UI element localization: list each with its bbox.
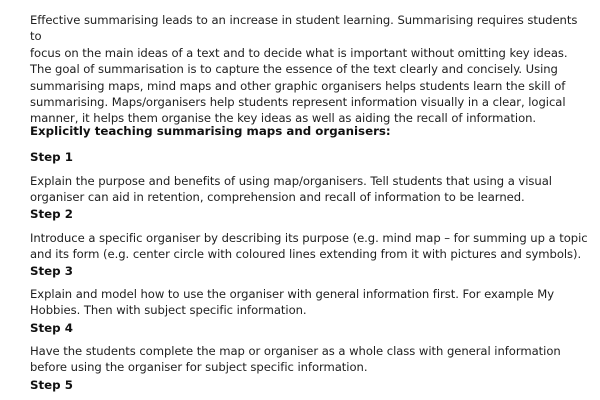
intro-line: manner, it helps them organise the key ideas as well as aiding the recall of information. xyxy=(30,111,537,126)
step-2-text xyxy=(30,230,590,263)
intro-line: focus on the main ideas of a text and to decide what is important without omitting key ideas. xyxy=(30,45,568,60)
step-line: before using the organiser for subject specific information. xyxy=(30,360,368,375)
step-5-title: Step 5 xyxy=(30,378,73,392)
intro-line: The goal of summarisation is to capture the essence of the text clearly and concisely. Using xyxy=(30,62,558,77)
intro-paragraph xyxy=(30,12,590,127)
step-3-title: Step 3 xyxy=(30,264,73,278)
cropped-page-title xyxy=(30,0,350,3)
step-line: organiser can aid in retention, comprehension and recall of information to be learned. xyxy=(30,190,525,205)
intro-line: Effective summarising leads to an increase in student learning. Summarising requires students to xyxy=(30,13,578,44)
step-line: Explain the purpose and benefits of using map/organisers. Tell students that using a visual xyxy=(30,174,552,188)
step-1-title: Step 1 xyxy=(30,150,73,164)
step-line: Introduce a specific organiser by describing its purpose (e.g. mind map – for summing up a topic xyxy=(30,231,588,245)
section-heading: Explicitly teaching summarising maps and organisers: xyxy=(30,124,391,138)
step-line: and its form (e.g. center circle with coloured lines extending from it with pictures and symbols). xyxy=(30,247,582,262)
step-3-text xyxy=(30,286,590,319)
step-2-title: Step 2 xyxy=(30,207,73,221)
intro-line: summarising maps, mind maps and other graphic organisers helps students learn the skill of xyxy=(30,78,566,93)
step-4-title: Step 4 xyxy=(30,321,73,335)
step-4-text xyxy=(30,343,590,376)
intro-line: summarising. Maps/organisers help students represent information visually in a clear, logical xyxy=(30,95,566,110)
step-line: Explain and model how to use the organiser with general information first. For example My xyxy=(30,287,555,301)
step-line: Hobbies. Then with subject specific information. xyxy=(30,303,307,318)
step-line: Have the students complete the map or organiser as a whole class with general information xyxy=(30,344,561,358)
step-1-text xyxy=(30,173,590,206)
